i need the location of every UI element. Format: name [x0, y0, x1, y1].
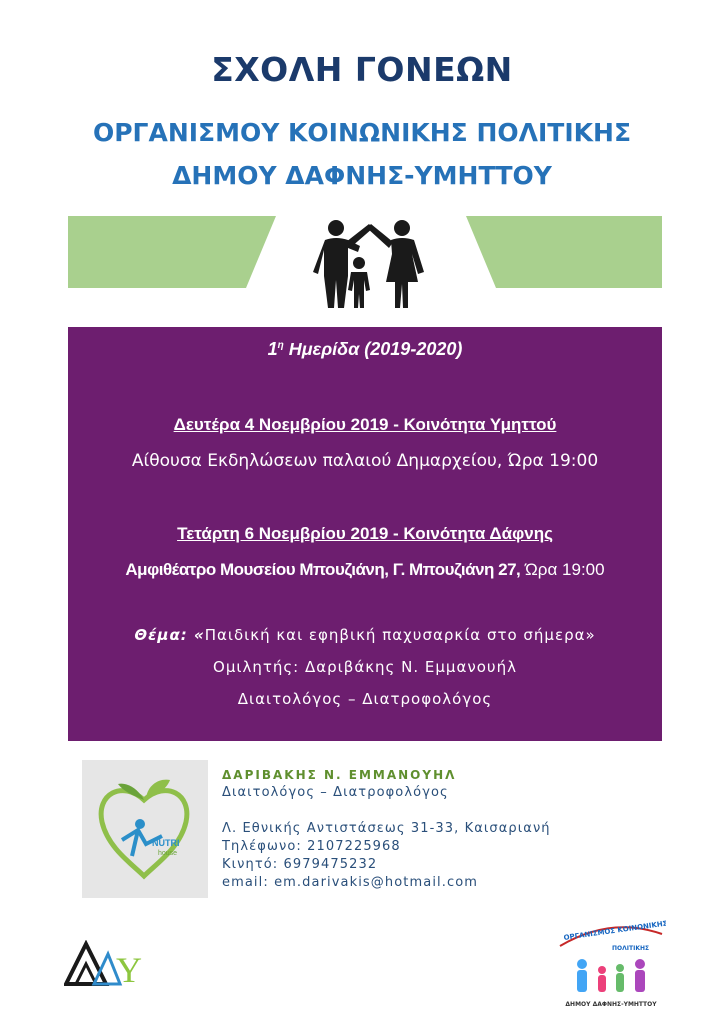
event-speaker: Ομιλητής: Δαριβάκης Ν. Εμμανουήλ: [213, 658, 517, 676]
organization-subtitle: ΟΡΓΑΝΙΣΜΟΥ ΚΟΙΝΩΝΙΚΗΣ ΠΟΛΙΤΙΚΗΣ: [92, 118, 632, 147]
contact-address: Λ. Εθνικής Αντιστάσεως 31-33, Καισαριανή: [222, 821, 551, 836]
event-date-1: Δευτέρα 4 Νοεμβρίου 2019 - Κοινότητα Υμηττού: [173, 415, 557, 434]
municipality-logo: [64, 940, 144, 986]
topic-label: Θέμα: «: [134, 626, 205, 644]
venue-2-time: Ώρα 19:00: [520, 560, 605, 579]
event-panel: [68, 327, 662, 741]
page-title: ΣΧΟΛΗ ΓΟΝΕΩΝ: [211, 50, 513, 89]
venue-2-place: Αμφιθέατρο Μουσείου Μπουζιάνη, Γ. Μπουζιάνη 27,: [125, 560, 521, 579]
contact-name: ΔΑΡΙΒΑΚΗΣ Ν. ΕΜΜΑΝΟΥΗΛ: [222, 768, 457, 782]
contact-title: Διαιτολόγος – Διατροφολόγος: [222, 785, 449, 800]
edition-heading: [68, 339, 662, 360]
edition-label: Ημερίδα (2019-2020): [283, 339, 463, 359]
contact-mobile: Κινητό: 6979475232: [222, 857, 378, 872]
contact-block: [222, 766, 551, 892]
family-banner: [68, 216, 662, 318]
nutri-house-logo: [82, 760, 208, 898]
nutri-logo-text: NUTRI: [152, 838, 180, 848]
nutri-logo-subtext: house: [158, 850, 178, 857]
dy-logo-letter: Υ: [116, 950, 142, 986]
event-date-2: Τετάρτη 6 Νοεμβρίου 2019 - Κοινότητα Δάφνης: [177, 524, 553, 543]
edition-number: 1: [267, 339, 278, 359]
org-logo-line2: ΠΟΛΙΤΙΚΗΣ: [612, 945, 650, 952]
organization-logo: [556, 920, 666, 1012]
org-logo-line3: ΔΗΜΟΥ ΔΑΦΝΗΣ-ΥΜΗΤΤΟΥ: [565, 1001, 657, 1008]
family-icon: [313, 220, 424, 308]
topic-text: Παιδική και εφηβική παχυσαρκία στο σήμερα»: [204, 626, 596, 644]
org-logo-line1: ΟΡΓΑΝΙΣΜΟΣ ΚΟΙΝΩΝΙΚΗΣ: [563, 920, 666, 942]
event-venue-1: Αίθουσα Εκδηλώσεων παλαιού Δημαρχείου, Ώρα 19:00: [131, 451, 599, 471]
edition-ordinal: η: [277, 340, 284, 351]
contact-phone: Τηλέφωνο: 2107225968: [222, 839, 401, 854]
event-venue-2: [68, 560, 662, 580]
speaker-role: Διαιτολόγος – Διατροφολόγος: [237, 690, 493, 708]
event-topic: [68, 626, 662, 644]
municipality-subtitle: ΔΗΜΟΥ ΔΑΦΝΗΣ-ΥΜΗΤΤΟΥ: [172, 161, 552, 190]
contact-email[interactable]: email: em.darivakis@hotmail.com: [222, 875, 479, 890]
